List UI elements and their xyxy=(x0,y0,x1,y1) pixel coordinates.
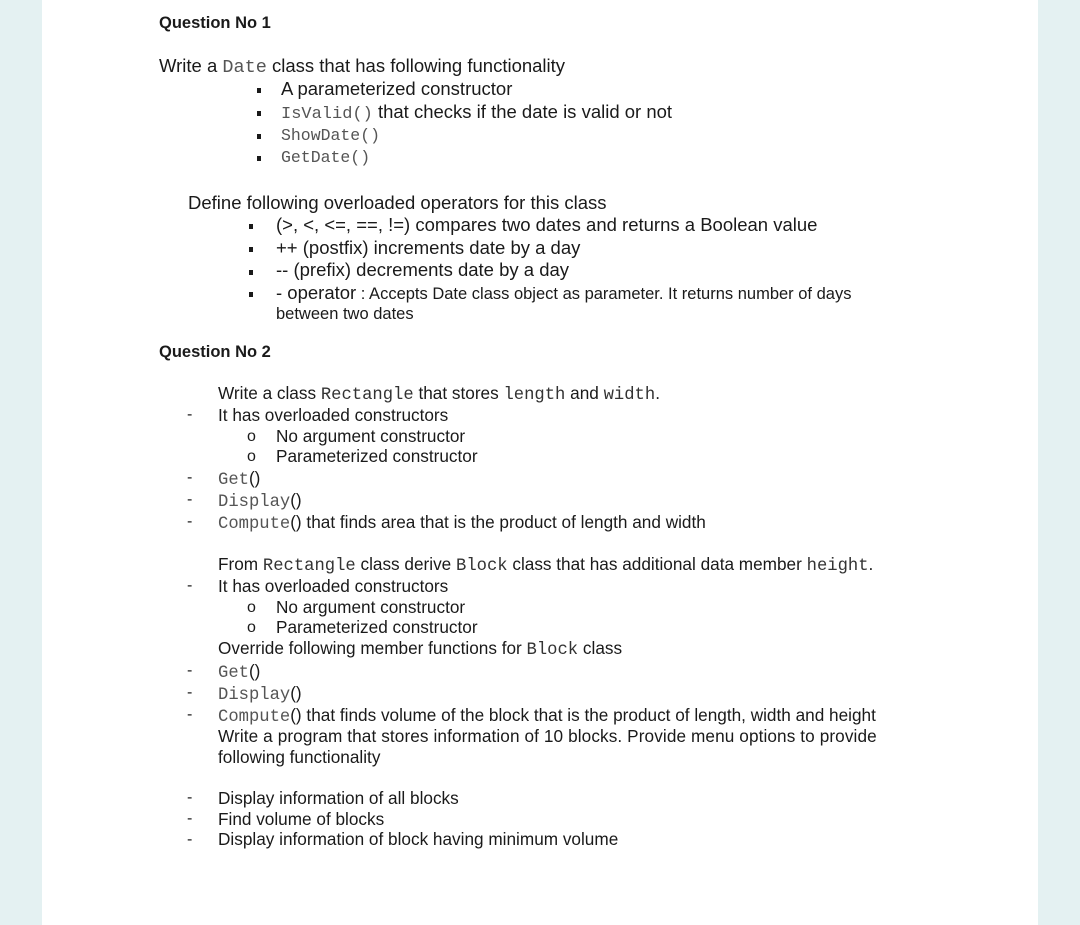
q1-item-constructor: A parameterized constructor xyxy=(281,78,513,99)
dash-bullet: - xyxy=(187,831,193,848)
document-page xyxy=(42,0,1038,925)
q2-rect-ctors: It has overloaded constructors xyxy=(218,405,449,425)
bullet-icon xyxy=(257,134,261,139)
q2-block-ctor-no-arg: No argument constructor xyxy=(276,597,466,617)
q2-block-intro: From Rectangle class derive Block class that has additional data member height. xyxy=(218,554,874,576)
dash-bullet: - xyxy=(187,789,193,806)
circle-bullet: o xyxy=(247,619,256,636)
bullet-icon xyxy=(257,156,261,161)
circle-bullet: o xyxy=(247,448,256,465)
bullet-icon xyxy=(257,111,261,116)
question-2-heading: Question No 2 xyxy=(159,343,271,361)
q2-rect-get: Get() xyxy=(218,468,261,490)
q2-rectangle-intro: Write a class Rectangle that stores length and width. xyxy=(218,383,660,405)
q2-program-line1: Write a program that stores information of 10 blocks. Provide menu options to provide xyxy=(218,726,877,746)
dash-bullet: - xyxy=(187,513,193,530)
dash-bullet: - xyxy=(187,491,193,508)
q2-block-compute: Compute() that finds volume of the block that is the product of length, width and height xyxy=(218,705,876,727)
circle-bullet: o xyxy=(247,428,256,445)
q1-op-increment: ++ (postfix) increments date by a day xyxy=(276,237,581,258)
dash-bullet: - xyxy=(187,810,193,827)
q1-op-minus-line2: between two dates xyxy=(276,305,414,323)
dash-bullet: - xyxy=(187,406,193,423)
bullet-icon xyxy=(249,247,253,252)
q1-op-minus: - operator : Accepts Date class object as parameter. It returns number of days xyxy=(276,282,852,303)
bullet-icon xyxy=(257,88,261,93)
q2-override-intro: Override following member functions for Block class xyxy=(218,638,623,660)
q2-menu-min-volume: Display information of block having minimum volume xyxy=(218,829,619,849)
bullet-icon xyxy=(249,224,253,229)
q2-rect-ctor-param: Parameterized constructor xyxy=(276,446,478,466)
bullet-icon xyxy=(249,270,253,275)
dash-bullet: - xyxy=(187,577,193,594)
q1-item-isvalid: IsValid() that checks if the date is valid or not xyxy=(281,101,673,124)
q1-operators-intro: Define following overloaded operators for this class xyxy=(188,192,607,213)
q2-rect-display: Display() xyxy=(218,490,302,512)
dash-bullet: - xyxy=(187,469,193,486)
q2-block-ctors: It has overloaded constructors xyxy=(218,576,449,596)
dash-bullet: - xyxy=(187,662,193,679)
circle-bullet: o xyxy=(247,599,256,616)
dash-bullet: - xyxy=(187,684,193,701)
q1-op-compare: (>, <, <=, ==, !=) compares two dates and returns a Boolean value xyxy=(276,214,818,235)
question-1-heading: Question No 1 xyxy=(159,14,271,32)
q1-op-decrement: -- (prefix) decrements date by a day xyxy=(276,259,570,280)
q2-rect-ctor-no-arg: No argument constructor xyxy=(276,426,466,446)
bullet-icon xyxy=(249,292,253,297)
q2-menu-find-volume: Find volume of blocks xyxy=(218,809,385,829)
q2-block-display: Display() xyxy=(218,683,302,705)
q2-block-get: Get() xyxy=(218,661,261,683)
q2-program-line2: following functionality xyxy=(218,747,381,767)
q2-menu-display-all: Display information of all blocks xyxy=(218,788,459,808)
q1-item-showdate: ShowDate() xyxy=(281,126,381,145)
q2-block-ctor-param: Parameterized constructor xyxy=(276,617,478,637)
q1-intro: Write a Date class that has following functionality xyxy=(159,55,566,78)
dash-bullet: - xyxy=(187,706,193,723)
q2-rect-compute: Compute() that finds area that is the product of length and width xyxy=(218,512,706,534)
q1-item-getdate: GetDate() xyxy=(281,148,371,167)
